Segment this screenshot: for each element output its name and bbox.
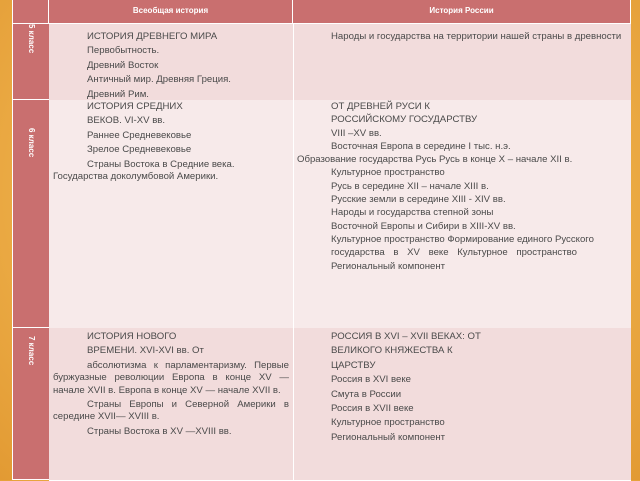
curriculum-table — [12, 0, 631, 480]
grade-6-label: 6 класс — [13, 100, 49, 328]
world-grade-6: ИСТОРИЯ СРЕДНИХ ВЕКОВ. VI-XV вв. Раннее Средневековье Зрелое Средневековье Страны Востока в Средние века. Государства доколумбовой Америки. — [53, 101, 235, 183]
header-russian-history: История России — [293, 0, 631, 24]
russia-grade-5: Народы и государства на территории нашей страны в древности — [331, 31, 622, 42]
grade-5-label: 5 класс — [13, 24, 49, 100]
header-world-history: Всеобщая история — [49, 0, 293, 24]
russia-grade-6: ОТ ДРЕВНЕЙ РУСИ К РОССИЙСКОМУ ГОСУДАРСТВУ VIII –XV вв. Восточная Европа в середине I тыс. н.э. Образование государства Русь Русь в конце X – начале XII в. Культурное пространство Русь в середине ХII – начале XIII в. Русские земли в середине XIII - XIV вв. Народы и государства степной зоны Восточной Европы и Сибири в XIII-XV вв. Культурное пространство Формирование единого Русского государства в XV веке Культурное пространство Региональный компонент — [297, 101, 594, 272]
russia-grade-7: РОССИЯ В XVI – XVII ВЕКАХ: ОТ ВЕЛИКОГО КНЯЖЕСТВА К ЦАРСТВУ Россия в XVI веке Смута в России Россия в XVII веке Культурное пространство Региональный компонент — [331, 331, 481, 443]
world-grade-7: ИСТОРИЯ НОВОГО ВРЕМЕНИ. XVI-XVI вв. От абсолютизма к парламентаризму. Первые буржуазные революции Европа в конце ХV — начале XVII в. Европа в конце ХV — начале XVII в. Страны Европы и Северной Америки в середине XVII— ХVIII в. Страны Востока в XV —XVIII вв. — [53, 331, 289, 437]
corner-header — [13, 0, 49, 24]
grade-7-label: 7 класс — [13, 328, 49, 480]
world-grade-5: ИСТОРИЯ ДРЕВНЕГО МИРА Первобытность. Древний Восток Античный мир. Древняя Греция. Древний Рим. — [87, 31, 231, 100]
